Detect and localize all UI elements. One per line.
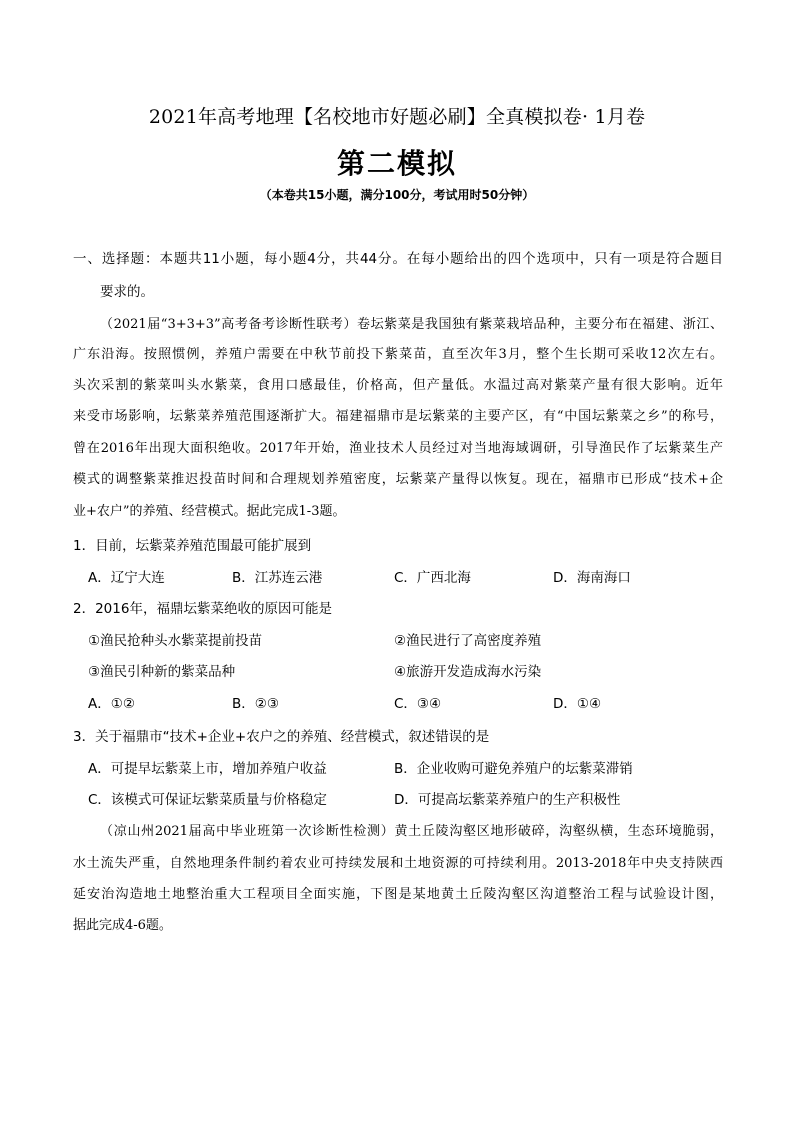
question-3-option-b: B．企业收购可避免养殖户的坛紫菜滞销: [394, 761, 633, 777]
passage2-line-1: （凉山州2021届高中毕业班第一次诊断性检测）黄土丘陵沟壑区地形破碎，沟壑纵横，生态环境脆弱，: [100, 824, 723, 839]
passage1-line-1: （2021届“3+3+3”高考备考诊断性联考）卷坛紫菜是我国独有紫菜栽培品种，主要分布在福建、浙江、: [100, 317, 723, 332]
passage2-line-2: 水土流失严重，自然地理条件制约着农业可持续发展和土地资源的可持续利用。2013-2018年中央支持陕西: [73, 856, 723, 871]
passage2-line-3: 延安治沟造地土地整治重大工程项目全面实施，下图是某地黄土丘陵沟壑区沟道整治工程与试验设计图，: [73, 887, 723, 902]
section-instructions-line-2: 要求的。: [100, 284, 154, 300]
question-2-item-1: ①渔民抢种头水紫菜提前投苗: [88, 633, 263, 649]
question-1-stem: 1．目前，坛紫菜养殖范围最可能扩展到: [73, 538, 312, 554]
question-2-option-d: D．①④: [553, 696, 602, 712]
question-2-option-c: C．③④: [394, 696, 442, 712]
question-1-option-a: A．辽宁大连: [88, 570, 165, 586]
passage1-line-5: 曾在2016年出现大面积绝收。2017年开始，渔业技术人员经过对当地海域调研，引导渔民作了坛紫菜生产: [73, 441, 723, 456]
question-1-option-b: B．江苏连云港: [232, 570, 323, 586]
question-2-item-3: ③渔民引种新的紫菜品种: [88, 664, 236, 680]
question-2-option-a: A．①②: [88, 696, 135, 712]
question-1-option-c: C．广西北海: [394, 570, 471, 586]
question-2-stem: 2．2016年，福鼎坛紫菜绝收的原因可能是: [73, 601, 332, 617]
passage1-line-3: 头次采割的紫菜叫头水紫菜，食用口感最佳，价格高，但产量低。水温过高对紫菜产量有很大影响。近年: [73, 378, 723, 393]
question-3-stem: 3．关于福鼎市“技术+企业+农户之的养殖、经营模式，叙述错误的是: [73, 729, 490, 745]
question-3-option-a: A．可提早坛紫菜上市，增加养殖户收益: [88, 761, 327, 777]
question-3-option-c: C．该模式可保证坛紫菜质量与价格稳定: [88, 792, 327, 808]
passage1-line-2: 广东沿海。按照惯例，养殖户需要在中秋节前投下紫菜苗，直至次年3月，整个生长期可采收12次左右。: [73, 347, 723, 362]
passage1-line-7: 业+农户”的养殖、经营模式。据此完成1-3题。: [73, 504, 346, 519]
question-3-option-d: D．可提高坛紫菜养殖户的生产积极性: [394, 792, 621, 808]
passage1-line-6: 模式的调整紫菜推迟投苗时间和合理规划养殖密度，坛紫菜产量得以恢复。现在，福鼎市已形成“技术+企: [73, 472, 723, 487]
exam-subtitle: （本卷共15小题，满分100分，考试用时50分钟）: [259, 188, 535, 202]
question-2-option-b: B．②③: [232, 696, 279, 712]
exam-header-title: 2021年高考地理【名校地市好题必刷】全真模拟卷· 1月卷: [148, 106, 646, 128]
section-instructions-line-1: 一、选择题：本题共11小题，每小题4分，共44分。在每小题给出的四个选项中，只有一项是符合题目: [73, 251, 723, 267]
passage1-line-4: 来受市场影响，坛紫菜养殖范围逐渐扩大。福建福鼎市是坛紫菜的主要产区，有“中国坛紫菜之乡”的称号，: [73, 409, 723, 424]
question-2-item-4: ④旅游开发造成海水污染: [394, 664, 542, 680]
exam-main-title: 第二模拟: [336, 147, 457, 180]
passage2-line-4: 据此完成4-6题。: [73, 918, 172, 933]
question-1-option-d: D．海南海口: [553, 570, 631, 586]
question-2-item-2: ②渔民进行了高密度养殖: [394, 633, 542, 649]
